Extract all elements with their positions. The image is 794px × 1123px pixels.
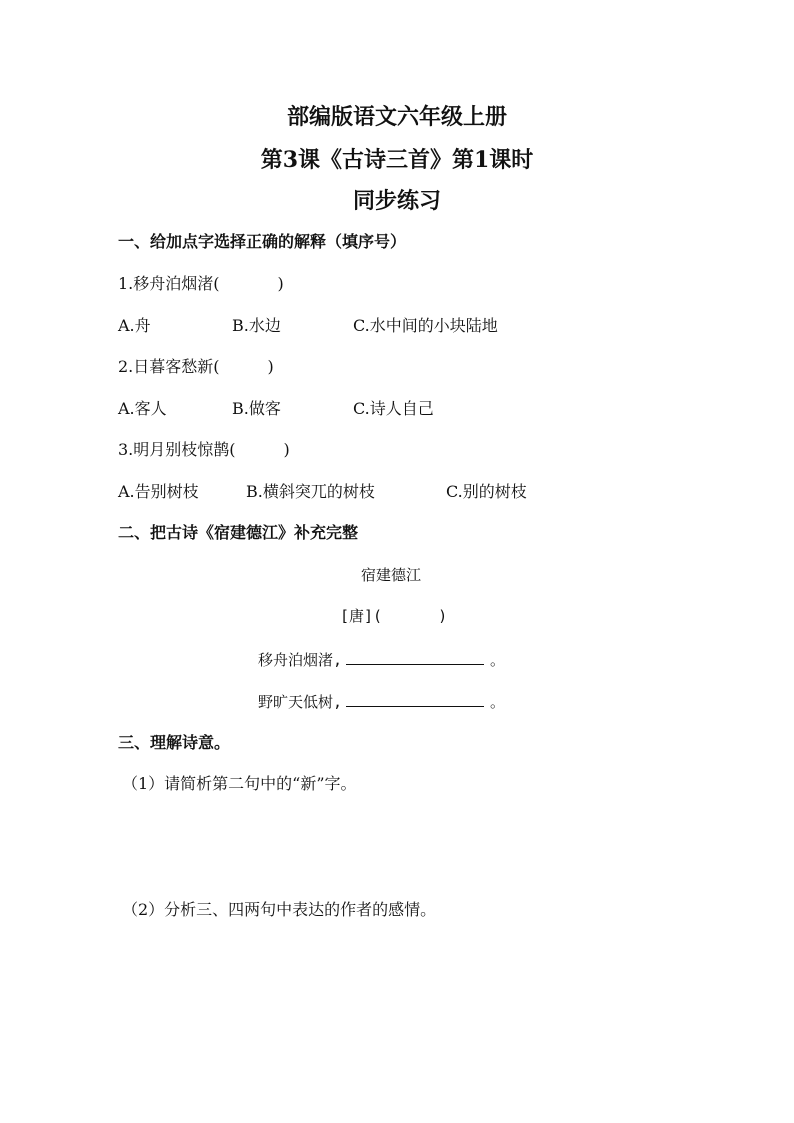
q2-option-b: B.做客	[232, 399, 281, 418]
poem-author-close: )	[438, 607, 448, 625]
section-1-heading: 一、给加点字选择正确的解释（填序号）	[118, 232, 407, 251]
poem-line-2	[258, 690, 505, 713]
question-2-stem	[118, 356, 274, 378]
q3-option-b: B.横斜突兀的树枝	[246, 482, 375, 501]
question-1-close: )	[277, 274, 284, 293]
question-1-stem	[118, 273, 284, 295]
section-3-heading: 三、理解诗意。	[118, 733, 231, 752]
question-3-stem	[118, 439, 290, 461]
poem-line-2-blank[interactable]	[346, 690, 484, 707]
question-2-text: 2.日暮客愁新(	[118, 357, 220, 376]
answer-blank-2[interactable]	[220, 356, 268, 378]
author-blank[interactable]	[382, 605, 438, 627]
title-line-1: 部编版语文六年级上册	[286, 104, 507, 130]
title-line-3: 同步练习	[352, 188, 441, 214]
poem-line-1-blank[interactable]	[346, 648, 484, 665]
q3-option-a: A.告别树枝	[118, 482, 199, 501]
poem-line-1	[258, 648, 505, 671]
q2-option-c: C.诗人自己	[353, 399, 434, 418]
section-2-heading: 二、把古诗《宿建德江》补充完整	[118, 523, 359, 542]
q1-option-b: B.水边	[232, 316, 281, 335]
answer-blank-3[interactable]	[236, 439, 284, 461]
poem-line-1-period: 。	[490, 651, 506, 669]
poem-author-line	[340, 605, 447, 627]
question-1-text: 1.移舟泊烟渚(	[118, 274, 220, 293]
poem-line-1-text: 移舟泊烟渚,	[258, 651, 343, 669]
poem-line-2-period: 。	[490, 693, 506, 711]
question-3-close: )	[283, 440, 290, 459]
poem-line-2-text: 野旷天低树,	[258, 693, 343, 711]
title-line-2: 第3课《古诗三首》第1课时	[260, 147, 534, 173]
question-2-close: )	[267, 357, 274, 376]
comprehension-question-1: （1）请简析第二句中的“新”字。	[122, 774, 357, 793]
answer-blank-1[interactable]	[220, 273, 278, 295]
question-3-text: 3.明月别枝惊鹊(	[118, 440, 236, 459]
q3-option-c: C.别的树枝	[446, 482, 527, 501]
comprehension-question-2: （2）分析三、四两句中表达的作者的感情。	[122, 900, 437, 919]
poem-title: 宿建德江	[361, 566, 422, 584]
q2-option-a: A.客人	[118, 399, 167, 418]
poem-dynasty: [唐](	[340, 607, 383, 625]
q1-option-c: C.水中间的小块陆地	[353, 316, 498, 335]
q1-option-a: A.舟	[118, 316, 151, 335]
